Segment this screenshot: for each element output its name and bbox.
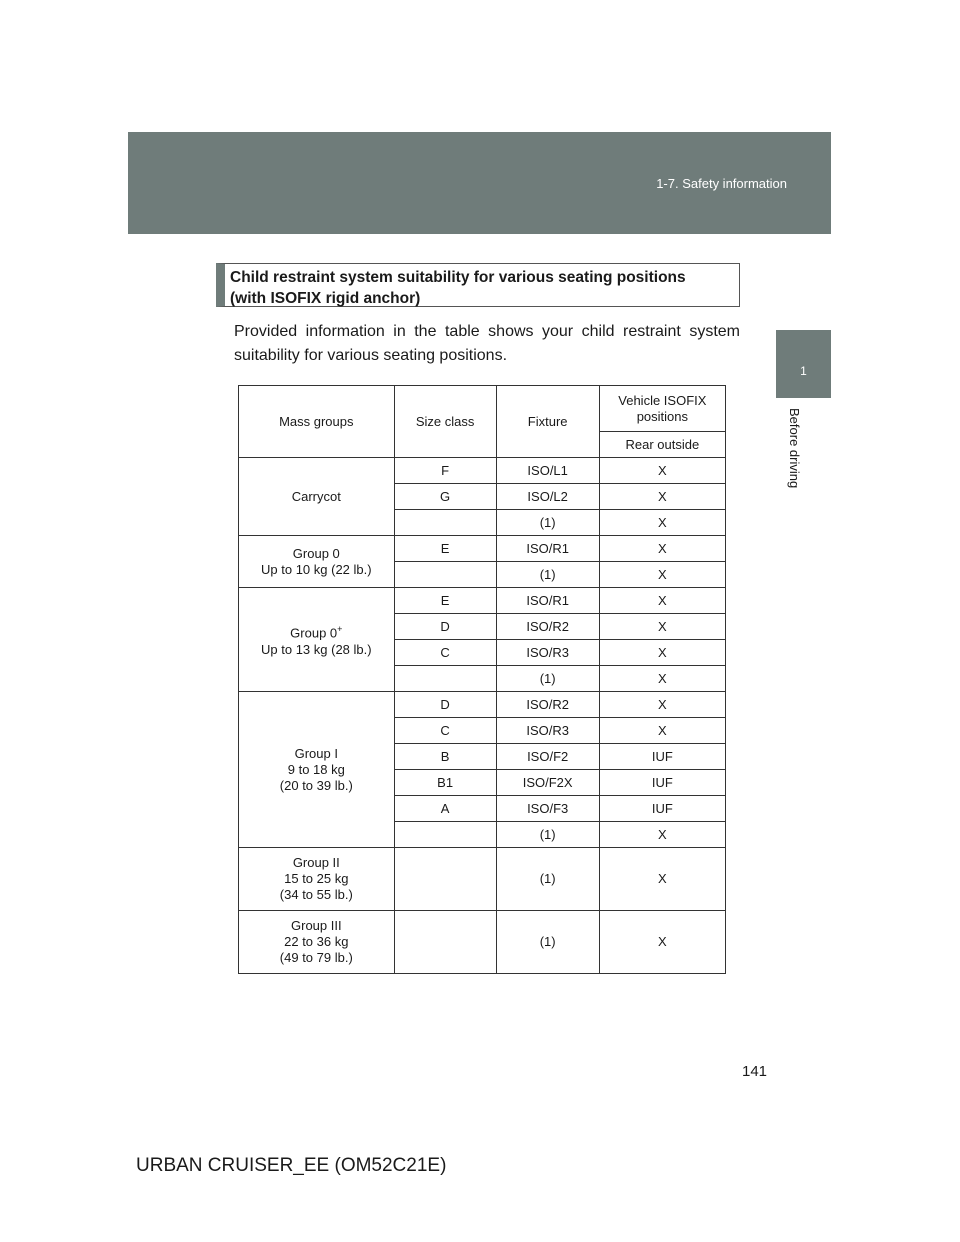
position-cell: X: [599, 640, 725, 666]
heading-line-2: (with ISOFIX rigid anchor): [230, 290, 421, 307]
size-class-cell: E: [394, 536, 496, 562]
size-class-cell: D: [394, 614, 496, 640]
position-cell: X: [599, 510, 725, 536]
size-class-cell: C: [394, 718, 496, 744]
intro-paragraph: Provided information in the table shows your child restraint system suitability for various seating positions.: [234, 323, 740, 364]
position-cell: X: [599, 822, 725, 848]
chapter-number: 1: [800, 364, 807, 378]
mass-group-0: [239, 536, 395, 588]
fixture-cell: ISO/F2X: [496, 770, 599, 796]
position-cell: X: [599, 666, 725, 692]
suitability-table: [238, 385, 726, 974]
position-cell: IUF: [599, 744, 725, 770]
fixture-cell: ISO/R3: [496, 640, 599, 666]
fixture-cell: ISO/F2: [496, 744, 599, 770]
table-row: [239, 848, 726, 911]
position-cell: X: [599, 562, 725, 588]
mass-group-range: 15 to 25 kg: [284, 871, 349, 886]
size-class-cell: B1: [394, 770, 496, 796]
fixture-cell: (1): [496, 510, 599, 536]
header-fixture: Fixture: [496, 386, 599, 458]
size-class-cell: [394, 562, 496, 588]
mass-group-name: Group II: [292, 855, 340, 870]
mass-group-1: [239, 692, 395, 848]
heading-line-1: Child restraint system suitability for various seating positions: [230, 269, 686, 286]
size-class-cell: F: [394, 458, 496, 484]
position-cell: X: [599, 536, 725, 562]
table-row: [239, 911, 726, 974]
plus-superscript: +: [337, 624, 343, 635]
fixture-cell: ISO/R2: [496, 692, 599, 718]
header-size-class: Size class: [394, 386, 496, 458]
mass-group-range: Up to 13 kg (28 lb.): [261, 641, 372, 657]
fixture-cell: (1): [496, 666, 599, 692]
mass-group-name-text: Group 0: [290, 625, 338, 641]
fixture-cell: (1): [496, 848, 599, 911]
position-cell: X: [599, 484, 725, 510]
mass-group-range: 9 to 18 kg: [287, 761, 345, 777]
section-title: 1-7. Safety information: [656, 176, 787, 191]
position-cell: X: [599, 718, 725, 744]
size-class-cell: A: [394, 796, 496, 822]
page-number: 141: [742, 1063, 768, 1080]
size-class-cell: B: [394, 744, 496, 770]
fixture-cell: ISO/R1: [496, 536, 599, 562]
mass-group-name: Group 0: [292, 545, 340, 561]
table-row: [239, 692, 726, 718]
size-class-cell: [394, 510, 496, 536]
mass-group-range-imperial: (20 to 39 lb.): [279, 777, 353, 793]
size-class-cell: [394, 911, 496, 974]
mass-group-0-plus: [239, 588, 395, 692]
chapter-tab: [776, 330, 831, 398]
mass-group-name: [241, 621, 392, 641]
size-class-cell: [394, 822, 496, 848]
mass-group-name: Group III: [291, 918, 342, 933]
position-cell: X: [599, 588, 725, 614]
position-cell: IUF: [599, 796, 725, 822]
size-class-cell: [394, 666, 496, 692]
fixture-cell: ISO/L2: [496, 484, 599, 510]
mass-group-name: Carrycot: [291, 488, 341, 504]
size-class-cell: C: [394, 640, 496, 666]
mass-group-name: Group I: [294, 745, 338, 761]
size-class-cell: [394, 848, 496, 911]
header-band: [128, 132, 831, 234]
fixture-cell: ISO/R2: [496, 614, 599, 640]
chapter-label: Before driving: [787, 408, 802, 489]
mass-group-range-imperial: (49 to 79 lb.): [279, 950, 353, 965]
table-row: [239, 458, 726, 484]
footer-doc-id: URBAN CRUISER_EE (OM52C21E): [136, 1155, 447, 1176]
fixture-cell: ISO/R3: [496, 718, 599, 744]
header-mass-groups: Mass groups: [239, 386, 395, 458]
fixture-cell: (1): [496, 822, 599, 848]
fixture-cell: ISO/L1: [496, 458, 599, 484]
mass-group-2: [239, 848, 395, 911]
mass-group-range: Up to 10 kg (22 lb.): [261, 561, 372, 577]
position-cell: X: [599, 458, 725, 484]
fixture-cell: ISO/R1: [496, 588, 599, 614]
mass-group-carrycot: [239, 458, 395, 536]
position-cell: IUF: [599, 770, 725, 796]
header-rear-outside: Rear outside: [599, 432, 725, 458]
position-cell: X: [599, 692, 725, 718]
table-row: [239, 536, 726, 562]
mass-group-3: [239, 911, 395, 974]
header-vehicle-positions: Vehicle ISOFIX positions: [599, 386, 725, 432]
section-heading: [216, 263, 740, 307]
size-class-cell: D: [394, 692, 496, 718]
mass-group-range: 22 to 36 kg: [284, 934, 349, 949]
mass-group-range-imperial: (34 to 55 lb.): [279, 887, 353, 902]
position-cell: X: [599, 911, 725, 974]
fixture-cell: (1): [496, 911, 599, 974]
size-class-cell: G: [394, 484, 496, 510]
fixture-cell: ISO/F3: [496, 796, 599, 822]
table-row: [239, 588, 726, 614]
position-cell: X: [599, 614, 725, 640]
fixture-cell: (1): [496, 562, 599, 588]
size-class-cell: E: [394, 588, 496, 614]
position-cell: X: [599, 848, 725, 911]
